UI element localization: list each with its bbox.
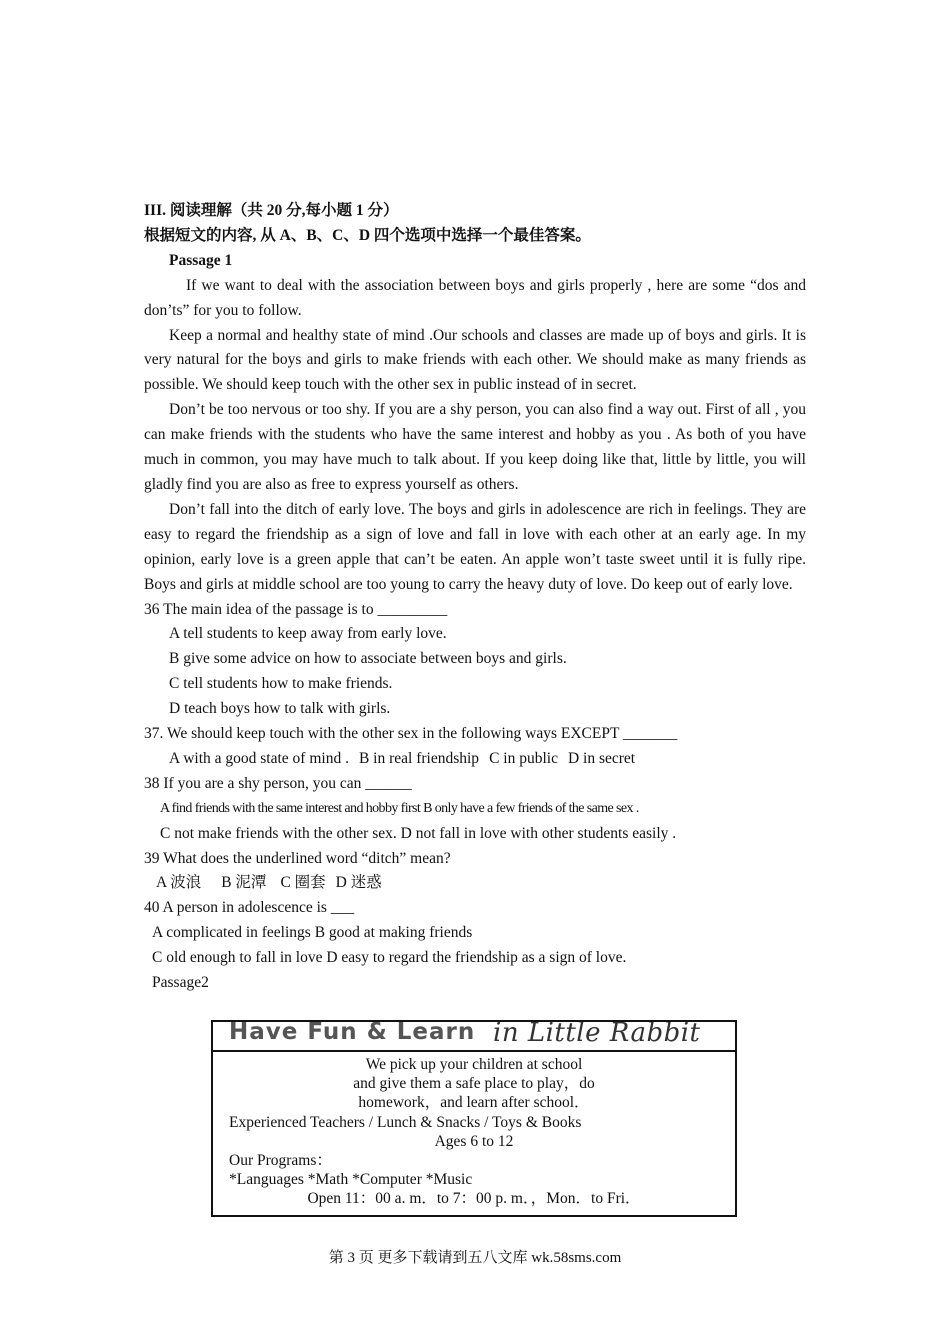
advertisement-body [213, 1052, 735, 1209]
advertisement-banner [213, 1022, 735, 1052]
section-heading: III. 阅读理解（共 20 分,每小题 1 分） [144, 202, 399, 219]
question-37-stem: 37. We should keep touch with the other sex in the following ways EXCEPT _______ [144, 725, 678, 743]
ad-line: homework，and learn after school． [358, 1094, 590, 1112]
section-instruction: 根据短文的内容, 从 A、B、C、D 四个选项中选择一个最佳答案。 [144, 226, 591, 244]
question-36-option-b: B give some advice on how to associate between boys and girls. [169, 650, 567, 668]
ad-line: *Languages *Math *Computer *Music [229, 1171, 473, 1189]
advertisement-box [211, 1020, 737, 1217]
question-37-option-b: B in real friendship [358, 749, 480, 767]
ad-title-right: in Little Rabbit [493, 1022, 701, 1048]
ad-line: Ages 6 to 12 [434, 1132, 514, 1150]
question-38-stem: 38 If you are a shy person, you can ______ [144, 774, 412, 792]
passage1-paragraph: Don’t fall into the ditch of early love. The boys and girls in adolescence are rich in feelings. They are easy to regard the friendship as a sign of love and fall in love with each other at an early age. In my opinion, early love is a green apple that can’t be eaten. An apple won’t taste sweet until it is fully ripe. Boys and girls at middle school are too young to carry the heavy duty of love. Do keep out of early love. [144, 500, 806, 593]
ad-line: and give them a safe place to play，do [353, 1075, 595, 1093]
question-36-option-a: A tell students to keep away from early love. [169, 625, 447, 643]
question-39-stem: 39 What does the underlined word “ditch” mean? [144, 849, 451, 867]
passage1-paragraph: Don’t be too nervous or too shy. If you are a shy person, you can also find a way out. First of all , you can make friends with the students who have the same interest and hobby as you . As both of you have much in common, you may have much to talk about. If you keep doing like that, little by little, you will gladly find you are also as free to express yourself as others. [144, 401, 806, 493]
ad-line: Open 11：00 a. m．to 7：00 p. m．，Mon．to Fri． [307, 1190, 641, 1208]
question-36-stem: 36 The main idea of the passage is to _________ [144, 600, 448, 618]
question-36-option-c: C tell students how to make friends. [169, 675, 393, 693]
question-37-options [144, 747, 806, 772]
question-40-options-cd: C old enough to fall in love D easy to regard the friendship as a sign of love. [152, 949, 627, 967]
passage1-paragraph: If we want to deal with the association between boys and girls properly , here are some “dos and don’ts” for you to follow. [144, 276, 806, 319]
question-39-option-b: B 泥潭 [221, 874, 267, 892]
question-39-option-c: C 圈套 [280, 874, 326, 892]
ad-title-left: Have Fun & Learn [229, 1022, 476, 1045]
question-40-options-ab: A complicated in feelings B good at making friends [152, 924, 473, 942]
exam-content [144, 199, 806, 996]
page-footer: 第 3 页 更多下载请到五八文库 wk.58sms.com [328, 1250, 622, 1266]
ad-line: Experienced Teachers / Lunch & Snacks / Toys & Books [229, 1113, 582, 1131]
question-39-option-d: D 迷惑 [335, 874, 382, 892]
ad-line: We pick up your children at school [365, 1056, 583, 1073]
ad-line: Our Programs： [229, 1152, 332, 1170]
question-37-option-d: D in secret [567, 749, 636, 767]
question-40-stem: 40 A person in adolescence is ___ [144, 899, 355, 917]
question-37-option-a: A with a good state of mind . [169, 749, 349, 767]
question-36-option-d: D teach boys how to talk with girls. [169, 700, 391, 718]
passage2-title: Passage2 [152, 974, 209, 992]
question-38-options-ab: A find friends with the same interest and hobby first B only have a few friends of the same sex . [160, 800, 639, 816]
passage1-title: Passage 1 [169, 251, 233, 269]
question-39-option-a: A 波浪 [156, 874, 202, 892]
question-38-options-cd: C not make friends with the other sex. D not fall in love with other students easily . [160, 824, 677, 842]
question-37-option-c: C in public [489, 749, 558, 767]
passage1-paragraph: Keep a normal and healthy state of mind .Our schools and classes are made up of boys and girls. It is very natural for the boys and girls to make friends with each other. We should make as many friends as possible. We should keep touch with the other sex in public instead of in secret. [144, 326, 806, 394]
question-39-options [144, 871, 806, 896]
